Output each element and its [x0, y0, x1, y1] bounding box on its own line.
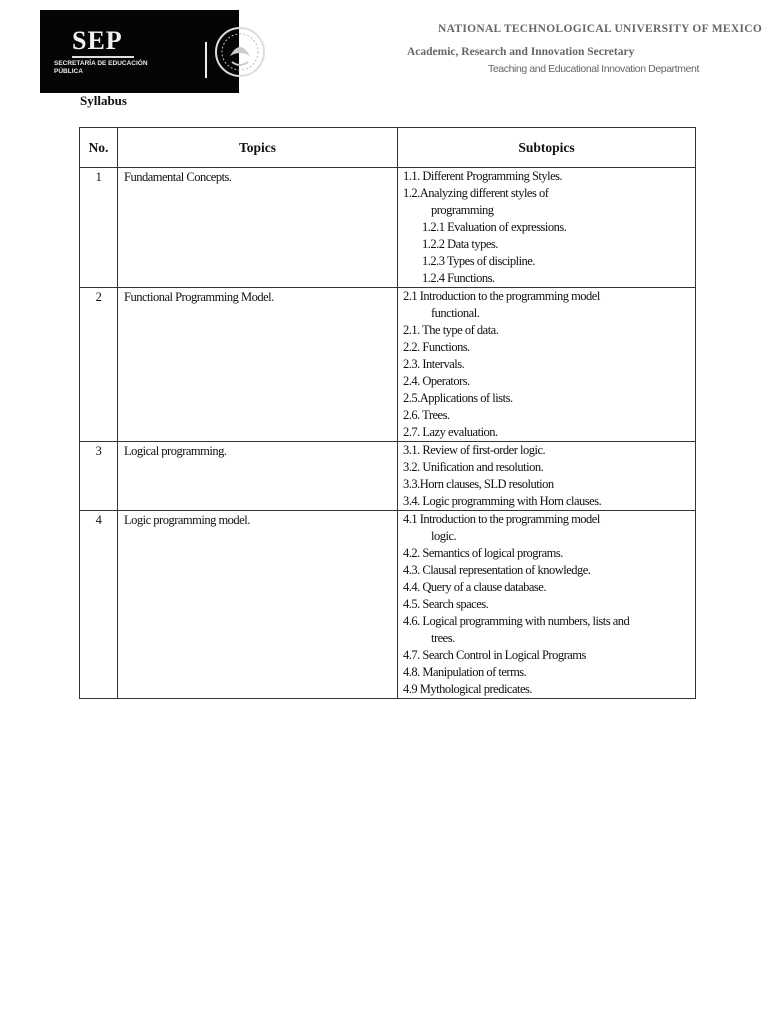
- row-subtopics: [398, 511, 696, 699]
- subtopic-text: 2.4. Operators.: [403, 374, 470, 388]
- subtopic-text: 1.1. Different Programming Styles.: [403, 169, 563, 183]
- subtopic-text: 1.2.3 Types of discipline.: [422, 254, 535, 268]
- subtopic-text: 4.9 Mythological predicates.: [403, 682, 533, 696]
- subtopic-item: [403, 236, 695, 253]
- subtopic-continuation: functional.: [431, 306, 480, 320]
- subtopic-text: 2.1. The type of data.: [403, 323, 499, 337]
- subtopic-item: [403, 270, 695, 287]
- subtopic-item: [403, 373, 695, 390]
- subtopic-text: 3.2. Unification and resolution.: [403, 460, 544, 474]
- sep-logo: [40, 10, 239, 93]
- subtopic-item: [403, 407, 695, 424]
- subtopic-item: [403, 253, 695, 270]
- subtopic-item: [403, 459, 695, 476]
- subtopic-text: 1.2.4 Functions.: [422, 271, 495, 285]
- subtopic-continuation: trees.: [431, 631, 455, 645]
- row-number: 4: [80, 511, 118, 699]
- subtopic-item: [403, 545, 695, 562]
- department-name: Teaching and Educational Innovation Department: [488, 63, 700, 75]
- subtopic-text: 3.3.Horn clauses, SLD resolution: [403, 477, 554, 491]
- secretary-name: Academic, Research and Innovation Secretary: [407, 46, 635, 58]
- subtopic-text: 2.6. Trees.: [403, 408, 450, 422]
- subtopic-item: [403, 562, 695, 579]
- header-topics: Topics: [118, 128, 398, 168]
- subtopic-item: [403, 185, 695, 219]
- logo-subtext: SECRETARÍA DE EDUCACIÓN PÚBLICA: [54, 60, 148, 75]
- subtopic-item: [403, 647, 695, 664]
- national-seal-icon: [214, 26, 266, 78]
- subtopic-item: [403, 664, 695, 681]
- subtopic-item: [403, 442, 695, 459]
- row-subtopics: [398, 442, 696, 511]
- subtopic-item: [403, 579, 695, 596]
- logo-text: SEP: [72, 26, 123, 55]
- row-subtopics: [398, 168, 696, 288]
- subtopic-text: 4.8. Manipulation of terms.: [403, 665, 527, 679]
- subtopic-text: 1.2.1 Evaluation of expressions.: [422, 220, 567, 234]
- subtopic-text: 2.1 Introduction to the programming model: [403, 289, 600, 303]
- subtopic-item: [403, 681, 695, 698]
- table-row: [80, 288, 696, 442]
- row-number: 2: [80, 288, 118, 442]
- subtopic-text: 2.5.Applications of lists.: [403, 391, 513, 405]
- subtopic-text: 2.3. Intervals.: [403, 357, 465, 371]
- subtopic-text: 1.2.Analyzing different styles of: [403, 186, 549, 200]
- subtopic-item: [403, 390, 695, 407]
- subtopic-item: [403, 613, 695, 647]
- subtopic-text: 4.6. Logical programming with numbers, lists and: [403, 614, 630, 628]
- subtopic-item: [403, 322, 695, 339]
- subtopic-text: 4.5. Search spaces.: [403, 597, 489, 611]
- subtopic-item: [403, 476, 695, 493]
- table-header-row: [80, 128, 696, 168]
- subtopic-text: 1.2.2 Data types.: [422, 237, 498, 251]
- subtopic-item: [403, 511, 695, 545]
- subtopic-item: [403, 424, 695, 441]
- row-topic: Logical programming.: [118, 442, 398, 511]
- subtopic-text: 4.4. Query of a clause database.: [403, 580, 546, 594]
- table-row: [80, 511, 696, 699]
- subtopic-continuation: logic.: [431, 529, 457, 543]
- subtopic-continuation: programming: [431, 203, 494, 217]
- subtopic-item: [403, 596, 695, 613]
- subtopic-text: 2.7. Lazy evaluation.: [403, 425, 498, 439]
- subtopic-text: 4.1 Introduction to the programming model: [403, 512, 600, 526]
- row-number: 1: [80, 168, 118, 288]
- subtopic-text: 4.3. Clausal representation of knowledge.: [403, 563, 591, 577]
- row-topic: Logic programming model.: [118, 511, 398, 699]
- subtopic-text: 3.1. Review of first-order logic.: [403, 443, 546, 457]
- subtopic-item: [403, 493, 695, 510]
- table-row: [80, 442, 696, 511]
- logo-divider: [205, 42, 207, 78]
- row-topic: Fundamental Concepts.: [118, 168, 398, 288]
- university-name: NATIONAL TECHNOLOGICAL UNIVERSITY OF MEXICO: [438, 23, 763, 35]
- row-number: 3: [80, 442, 118, 511]
- subtopic-item: [403, 339, 695, 356]
- section-title: Syllabus: [80, 93, 127, 108]
- syllabus-table: [79, 127, 696, 699]
- subtopic-item: [403, 168, 695, 185]
- subtopic-item: [403, 219, 695, 236]
- header-no: No.: [80, 128, 118, 168]
- subtopic-text: 4.7. Search Control in Logical Programs: [403, 648, 586, 662]
- table-row: [80, 168, 696, 288]
- subtopic-item: [403, 288, 695, 322]
- subtopic-item: [403, 356, 695, 373]
- header-subtopics: Subtopics: [398, 128, 696, 168]
- row-topic: Functional Programming Model.: [118, 288, 398, 442]
- logo-underline: [72, 56, 134, 58]
- subtopic-text: 3.4. Logic programming with Horn clauses.: [403, 494, 602, 508]
- row-subtopics: [398, 288, 696, 442]
- subtopic-text: 2.2. Functions.: [403, 340, 470, 354]
- subtopic-text: 4.2. Semantics of logical programs.: [403, 546, 563, 560]
